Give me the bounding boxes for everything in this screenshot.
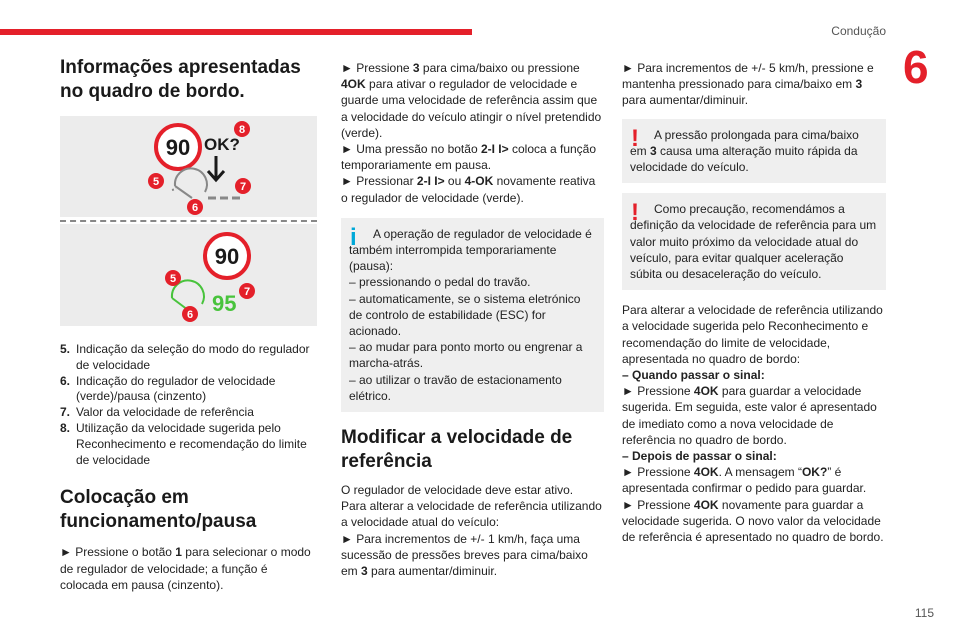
column-2 bbox=[341, 60, 604, 579]
paragraph-save-suggested: ► Pressione 4OK para guardar a velocidade sugerida. Em seguida, este valor é apresentado de imediato como a nova velocidade de referência no quadro de bordo. bbox=[622, 384, 877, 447]
figure-panel-active bbox=[60, 224, 317, 326]
legend-number: 6. bbox=[60, 373, 71, 388]
legend-item bbox=[60, 405, 317, 421]
paragraph-start: ► Pressione o botão 1 para selecionar o modo de regulador de velocidade; a função é colocada em pausa (cinzento). bbox=[60, 545, 311, 592]
callout-6b-label: 6 bbox=[186, 309, 194, 321]
section-heading-displayed-info: Informações apresentadas no quadro de bordo. bbox=[60, 57, 301, 102]
column-1 bbox=[60, 56, 317, 593]
callout-5-label: 5 bbox=[152, 176, 160, 188]
set-speed-green-value: 95 bbox=[212, 291, 237, 316]
callout-7b-label: 7 bbox=[243, 286, 251, 298]
legend-number: 8. bbox=[60, 420, 71, 435]
callout-7-label: 7 bbox=[239, 181, 247, 193]
chapter-number: 6 bbox=[903, 41, 929, 93]
paragraph-increment-1: ► Para incrementos de +/- 1 km/h, faça uma sucessão de pressões breves para cima/baixo em 3 para aumentar/diminuir. bbox=[341, 531, 588, 579]
paragraph-increment-5: ► Para incrementos de +/- 5 km/h, pressione e mantenha pressionado para cima/baixo em 3 para aumentar/diminuir. bbox=[622, 61, 874, 108]
info-line: – ao mudar para ponto morto ou engrenar a marcha-atrás. bbox=[349, 340, 583, 371]
chapter-title: Condução bbox=[831, 24, 886, 38]
column-3 bbox=[622, 60, 886, 545]
paragraph-save-again: ► Pressione 4OK novamente para guardar a velocidade sugerida. O novo valor da velocidade de referência é apresentado no quadro de bordo. bbox=[622, 497, 884, 545]
legend-number: 7. bbox=[60, 405, 71, 420]
paused-display-graphic bbox=[60, 116, 317, 217]
legend-item bbox=[60, 342, 317, 374]
info-line: – ao utilizar o travão de estacionamento elétrico. bbox=[349, 372, 562, 403]
warning-icon: ! bbox=[631, 124, 639, 152]
figure-legend bbox=[60, 342, 317, 468]
active-display-graphic bbox=[60, 224, 317, 326]
info-line: A operação de regulador de velocidade é também interrompida temporariamente (pausa): bbox=[349, 226, 592, 274]
speed-sign-value-top: 90 bbox=[165, 135, 191, 160]
speed-sign-value-bottom: 90 bbox=[214, 244, 240, 269]
info-line: – automaticamente, se o sistema eletrónico de controlo de estabilidade (ESC) for acionado. bbox=[349, 291, 581, 339]
legend-text: Utilização da velocidade sugerida pelo Reconhecimento e recomendação do limite de velocidade bbox=[76, 420, 307, 467]
page-number: 115 bbox=[914, 606, 934, 620]
legend-text: Valor da velocidade de referência bbox=[76, 405, 254, 420]
section-heading-modify-speed: Modificar a velocidade de referência bbox=[341, 427, 573, 473]
paragraph-activate: ► Pressione 3 para cima/baixo ou pressione 4OK para ativar o regulador de velocidade e guarde uma velocidade de referência assim que a velocidade do veículo atingir o nível pretendido (verde). bbox=[341, 61, 602, 140]
figure-divider bbox=[60, 220, 317, 222]
legend-text: Indicação da seleção do modo do regulador de velocidade bbox=[76, 342, 310, 372]
paragraph-reactivate: ► Pressionar 2-I I> ou 4-OK novamente reativa o regulador de velocidade (verde). bbox=[341, 174, 596, 205]
legend-text: Indicação do regulador de velocidade (verde)/pausa (cinzento) bbox=[76, 373, 276, 404]
callout-6-label: 6 bbox=[191, 202, 199, 214]
warning-text: Como precaução, recomendámos a definição da velocidade de referência para um valor muito próximo da velocidade atual do veículo, para evitar qualquer aceleração súbita ou desaceleração do veículo. bbox=[630, 202, 877, 282]
callout-8-label: 8 bbox=[238, 124, 246, 136]
subheading-after-passing: – Depois de passar o sinal: bbox=[622, 449, 777, 464]
info-icon: i bbox=[350, 223, 357, 251]
figure-panel-paused bbox=[60, 116, 317, 217]
cruise-gauge-grey-icon bbox=[172, 168, 207, 198]
warning-icon: ! bbox=[631, 199, 639, 227]
paragraph-ok-message: ► Pressione 4OK. A mensagem “OK?” é apresentada confirmar o pedido para guardar. bbox=[622, 465, 867, 496]
warning-box-long-press bbox=[622, 119, 886, 184]
paragraph-pause: ► Uma pressão no botão 2-I I> coloca a função temporariamente em pausa. bbox=[341, 142, 597, 173]
warning-text: A pressão prolongada para cima/baixo em 3 causa uma alteração muito rápida da velocidade do veículo. bbox=[630, 127, 859, 175]
paragraph-change-current: Para alterar a velocidade de referência utilizando a velocidade atual do veículo: bbox=[341, 499, 602, 530]
chapter-accent-bar bbox=[0, 29, 472, 35]
legend-number: 5. bbox=[60, 342, 71, 356]
paragraph-must-be-active: O regulador de velocidade deve estar ativo. bbox=[341, 483, 574, 498]
callout-5b-label: 5 bbox=[169, 273, 177, 285]
legend-item bbox=[60, 421, 317, 468]
info-line: – pressionando o pedal do travão. bbox=[349, 275, 531, 290]
instrument-panel-figure bbox=[60, 116, 317, 326]
warning-box-precaution bbox=[622, 193, 886, 290]
arrow-down-icon bbox=[208, 156, 224, 180]
paragraph-suggested-speed: Para alterar a velocidade de referência utilizando a velocidade sugerida pelo Reconhecimento e recomendação do limite de velocidade, apresentada no quadro de bordo: bbox=[622, 303, 883, 366]
section-heading-start-pause: Colocação em funcionamento/pausa bbox=[60, 487, 257, 533]
subheading-when-passing: – Quando passar o sinal: bbox=[622, 368, 765, 383]
legend-item bbox=[60, 374, 317, 406]
info-box bbox=[341, 218, 604, 412]
ok-question-label: OK? bbox=[204, 135, 240, 154]
